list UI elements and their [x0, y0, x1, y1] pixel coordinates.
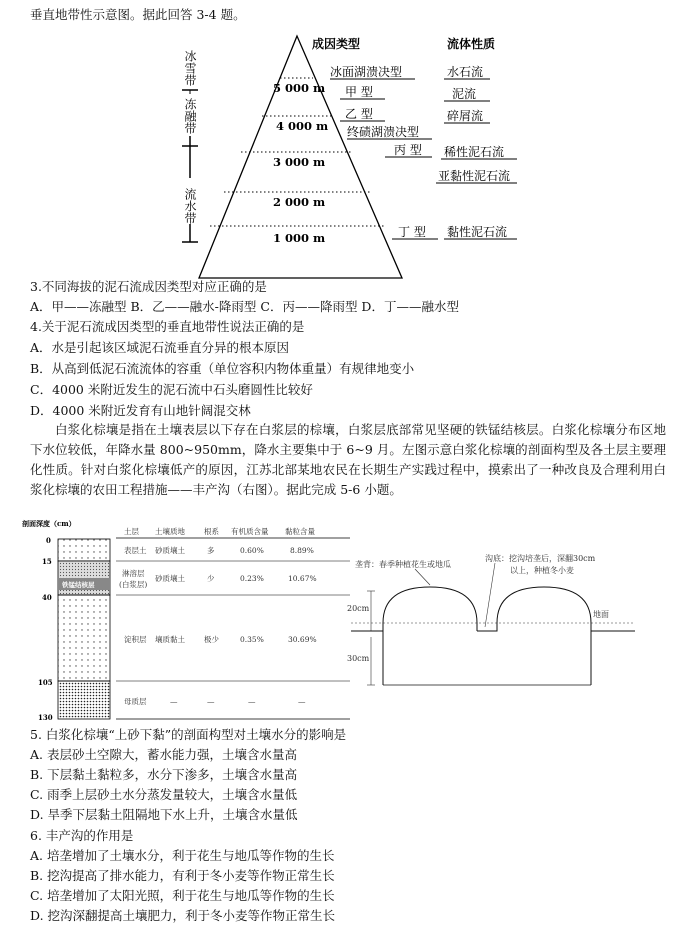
row1-organic: 0.60%: [240, 546, 264, 555]
row1-texture: 砂质壤土: [155, 546, 185, 555]
ridge-2: [497, 587, 591, 685]
row1-roots: 多: [207, 546, 215, 555]
header-fluid-nature: 流体性质: [447, 37, 496, 51]
row2-roots: 少: [207, 574, 215, 583]
cause-yi: 乙 型: [345, 107, 373, 121]
altitude-2000: 2 000 m: [273, 195, 326, 209]
q5-option-d: D. 旱季下层黏土阻隔地下水上升，土壤含水量低: [30, 807, 298, 822]
altitude-3000: 3 000 m: [273, 155, 326, 169]
ridge-1: [383, 587, 477, 685]
row4-roots: —: [207, 697, 215, 706]
ditch-label-2: 以上，种植冬小麦: [510, 566, 574, 575]
altitude-5000: 5 000 m: [273, 81, 326, 95]
q5-option-c: C. 雨季上层砂土水分蒸发量较大，土壤含水量低: [30, 787, 298, 802]
depth-title: 剖面深度（cm）: [22, 519, 76, 528]
row2-organic: 0.23%: [240, 574, 264, 583]
altitude-labels: [273, 81, 328, 245]
q4-option-a: A．水是引起该区域泥石流垂直分异的根本原因: [30, 340, 290, 355]
q3-options: A．甲——冻融型 B．乙——融水-降雨型 C．丙——降雨型 D．丁——融水型: [30, 299, 459, 314]
figure-soil-profile: [20, 514, 360, 726]
row4-texture: —: [170, 697, 178, 706]
ground-label: 地面: [593, 610, 609, 619]
row4-clay: —: [298, 697, 306, 706]
header-cause-type: 成因类型: [312, 37, 361, 51]
nature-water-stone: 水石流: [447, 65, 484, 79]
stratum-parent: [58, 681, 110, 719]
q6-option-c: C. 培垄增加了太阳光照，利于花生与地瓜等作物的生长: [30, 888, 335, 903]
cause-glacier-lake: 冰面湖溃决型: [330, 65, 403, 79]
nature-subviscous: 亚黏性泥石流: [438, 169, 511, 183]
row2-layer-2: (白浆层): [119, 580, 148, 589]
dim-20cm: 20cm: [347, 604, 370, 613]
passage: 白浆化棕壤是指在土壤表层以下存在白浆层的棕壤，白浆层底部常见坚硬的铁锰结核层。白浆化棕壤分布区地下水位较低，年降水量 800~950mm，降水主要集中于 6~9 月。左图示意白浆化棕壤的剖面构型及各土层主要理化性质。针对白浆化棕壤低产的原因，江苏北部某地农民在长期生产实践过程中，摸索出了一种改良及合理利用白浆化棕壤的农田工程措施——丰产沟（右图）。据此完成 5-6 小题。: [30, 422, 666, 497]
col-header-organic: 有机质含量: [231, 527, 269, 536]
row4-organic: —: [248, 697, 256, 706]
depth-0: 0: [46, 536, 51, 545]
q4-stem: 4.关于泥石流成因类型的垂直地带性说法正确的是: [30, 319, 305, 334]
q5-option-b: B. 下层黏土黏粒多，水分下渗多，土壤含水量高: [30, 767, 298, 782]
q4-option-d: D．4000 米附近发育有山地针阔混交林: [30, 403, 251, 418]
nature-viscous: 黏性泥石流: [447, 225, 508, 239]
fluid-natures: [436, 64, 517, 239]
row2-clay: 10.67%: [288, 574, 317, 583]
row3-roots: 极少: [204, 635, 219, 644]
q5-stem: 5. 白浆化棕壤“上砂下黏”的剖面构型对土壤水分的影响是: [30, 727, 347, 742]
row3-layer: 淀积层: [124, 635, 147, 644]
cause-jia: 甲 型: [345, 85, 373, 99]
intro-line: 垂直地带性示意图。据此回答 3-4 题。: [30, 7, 246, 22]
row3-texture: 壤质黏土: [155, 635, 185, 644]
row1-clay: 8.89%: [290, 546, 314, 555]
cause-bing: 丙 型: [394, 143, 422, 157]
nature-dilute: 稀性泥石流: [444, 145, 505, 159]
stratum-topsoil: [58, 539, 110, 561]
q6-option-d: D. 挖沟深翻提高土壤肥力，利于冬小麦等作物正常生长: [30, 908, 336, 923]
depth-105: 105: [38, 678, 53, 687]
col-header-roots: 根系: [204, 527, 219, 536]
nature-mud: 泥流: [452, 87, 477, 101]
zone-label-ice: 冰雪带: [183, 50, 197, 86]
row2-layer-1: 淋溶层: [122, 569, 145, 578]
cause-moraine-lake: 终碛湖溃决型: [347, 125, 420, 139]
row1-layer: 表层土: [124, 546, 147, 555]
ditch: [477, 623, 497, 631]
col-header-texture: 土壤质地: [155, 527, 185, 536]
nature-debris: 碎屑流: [447, 109, 484, 123]
col-header-clay: 黏粒含量: [285, 527, 315, 536]
q5-option-a: A. 表层砂土空隙大，蓄水能力强，土壤含水量高: [30, 747, 297, 762]
q4-option-c: C．4000 米附近发生的泥石流中石头磨圆性比较好: [30, 382, 313, 397]
dim-30cm: 30cm: [347, 654, 370, 663]
row3-organic: 0.35%: [240, 635, 264, 644]
ditch-label-1: 沟底：挖沟培垄后，深翻30cm: [485, 554, 596, 563]
figure-ridge-ditch: [345, 545, 665, 695]
depth-40: 40: [42, 593, 52, 602]
col-header-layer: 土层: [124, 527, 139, 536]
figure-debris-flow-zonation: [0, 28, 692, 288]
row2-texture: 砂质壤土: [155, 574, 185, 583]
q3-stem: 3.不同海拔的泥石流成因类型对应正确的是: [30, 279, 267, 294]
q4-option-b: B．从高到低泥石流流体的容重（单位容积内物体重量）有规律地变小: [30, 361, 415, 376]
altitude-1000: 1 000 m: [273, 231, 326, 245]
iron-layer-label: 铁锰结核层: [62, 581, 95, 589]
row4-layer: 母质层: [124, 697, 147, 706]
q6-option-a: A. 培垄增加了土壤水分，利于花生与地瓜等作物的生长: [30, 848, 335, 863]
altitude-4000: 4 000 m: [276, 119, 329, 133]
depth-15: 15: [42, 557, 52, 566]
zone-label-water: 流水带: [183, 188, 197, 224]
q6-option-b: B. 挖沟提高了排水能力，有利于冬小麦等作物正常生长: [30, 868, 335, 883]
ridge-label: 垄背：春季种植花生或地瓜: [355, 560, 451, 569]
zone-label-freeze: 冻融带: [183, 98, 197, 134]
depth-130: 130: [38, 713, 53, 722]
row3-clay: 30.69%: [288, 635, 317, 644]
q6-stem: 6. 丰产沟的作用是: [30, 828, 134, 843]
stratum-illuvial: [58, 595, 110, 681]
cause-ding: 丁 型: [398, 225, 426, 239]
